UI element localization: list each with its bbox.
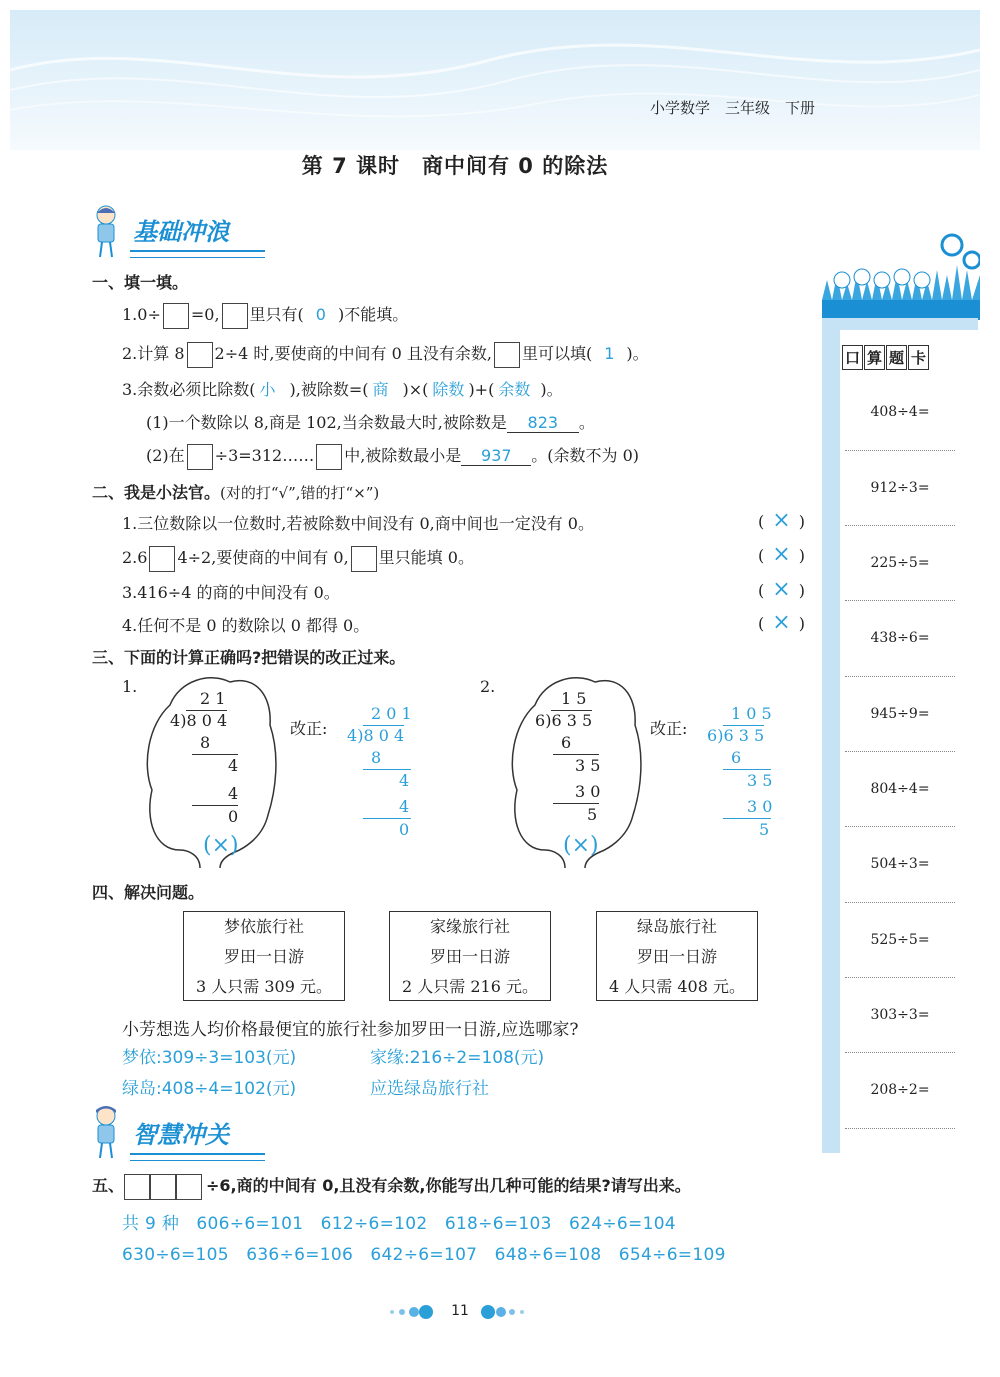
q2-item-4: 4.任何不是 0 的数除以 0 都得 0。 — [122, 616, 370, 635]
oral-calc-card-title: 口 算 题 卡 — [842, 345, 930, 370]
blank-box — [124, 1174, 150, 1200]
q3-p2-correct-label: 改正: — [650, 719, 688, 738]
q3-p1-correct-label: 改正: — [290, 719, 328, 738]
blank-box — [150, 1174, 176, 1200]
q2-item-2: 2.6 4÷2,要使商的中间有 0, 里只能填 0。 — [122, 545, 474, 572]
oral-calc-item: 225÷5= — [870, 555, 930, 571]
blank-box — [163, 303, 189, 329]
blank-box — [187, 444, 213, 470]
section-heading-basic: 基础冲浪 — [133, 218, 229, 246]
section-underline — [130, 1153, 265, 1161]
q2-answer-1: ( × ) — [758, 508, 805, 533]
q3-p2-number: 2. — [480, 677, 496, 696]
answer-line — [845, 1052, 955, 1053]
q5-answer-line-1: 共 9 种 606÷6=101 612÷6=102 618÷6=103 624÷6=104 — [122, 1214, 676, 1234]
q3-p2-corrected-calc: 1 0 5 6)6 3 5 6 3 5 3 0 5 — [707, 704, 773, 839]
section-heading-wisdom: 智慧冲关 — [133, 1121, 229, 1149]
oral-calc-item: 804÷4= — [870, 781, 930, 797]
q3-p1-wrong-calc: 2 1 4)8 0 4 8 4 4 0 — [170, 689, 239, 826]
answer-line — [845, 600, 955, 601]
q4-heading: 四、解决问题。 — [92, 883, 205, 902]
answer-line — [845, 977, 955, 978]
q1-sub-2: (2)在 ÷3=312…… 中,被除数最小是 937 。(余数不为 0) — [146, 443, 639, 470]
q5-answer-line-2: 630÷6=105 636÷6=106 642÷6=107 648÷6=108 654÷6=109 — [122, 1245, 726, 1265]
section-underline — [130, 250, 265, 258]
q4-question: 小芳想选人均价格最便宜的旅行社参加罗田一日游,应选哪家? — [122, 1020, 579, 1040]
q4-answer-jiayuan: 家缘:216÷2=108(元) — [370, 1048, 545, 1068]
q5-heading: 五、 ÷6,商的中间有 0,且没有余数,你能写出几种可能的结果?请写出来。 — [92, 1173, 691, 1200]
blank-box — [149, 546, 175, 572]
answer-line — [845, 751, 955, 752]
oral-calc-card-inner — [840, 330, 978, 1153]
header-wave-decoration — [10, 10, 980, 150]
q1-heading: 一、填一填。 — [92, 273, 189, 292]
q3-p2-verdict: (×) — [563, 833, 599, 858]
page-number: 11 — [451, 1303, 469, 1319]
q1-item-2: 2.计算 8 2÷4 时,要使商的中间有 0 且没有余数, 里可以填( 1 )。 — [122, 341, 649, 368]
q1-item-1: 1.0÷ =0, 里只有( 0 )不能填。 — [122, 302, 408, 329]
blank-box — [176, 1174, 202, 1200]
q2-item-3: 3.416÷4 的商的中间没有 0。 — [122, 583, 340, 602]
answer-line — [845, 525, 955, 526]
header-text: 小学数学 三年级 下册 — [649, 99, 815, 117]
q2-item-1: 1.三位数除以一位数时,若被除数中间没有 0,商中间也一定没有 0。 — [122, 514, 594, 533]
blank-box — [187, 342, 213, 368]
q3-p1-verdict: (×) — [203, 833, 239, 858]
page-title: 第 7 课时 商中间有 0 的除法 — [301, 154, 609, 178]
blank-box — [351, 546, 377, 572]
oral-calc-item: 504÷3= — [870, 856, 930, 872]
agency-card-lvdao: 绿岛旅行社 罗田一日游 4 人只需 408 元。 — [596, 911, 758, 1001]
q1-item-3: 3.余数必须比除数( 小 ),被除数=( 商 )×( 除数 )+( 余数 )。 — [122, 380, 563, 399]
oral-calc-item: 525÷5= — [870, 932, 930, 948]
girl-mascot-icon — [88, 203, 124, 259]
q3-p2-wrong-calc: 1 5 6)6 3 5 6 3 5 3 0 5 — [535, 689, 601, 824]
q4-answer-conclusion: 应选绿岛旅行社 — [370, 1079, 489, 1099]
blank-box — [316, 444, 342, 470]
blank-box — [222, 303, 248, 329]
q3-p1-number: 1. — [122, 677, 138, 696]
q2-heading: 二、我是小法官。(对的打“√”,错的打“×”) — [92, 483, 380, 502]
answer-line — [845, 450, 955, 451]
q2-answer-4: ( × ) — [758, 610, 805, 635]
answer-line — [845, 902, 955, 903]
agency-card-jiayuan: 家缘旅行社 罗田一日游 2 人只需 216 元。 — [389, 911, 551, 1001]
answer-line — [845, 826, 955, 827]
oral-calc-item: 208÷2= — [870, 1082, 930, 1098]
q4-answer-mengyi: 梦依:309÷3=103(元) — [122, 1048, 297, 1068]
oral-calc-item: 408÷4= — [870, 404, 930, 420]
oral-calc-item: 912÷3= — [870, 480, 930, 496]
oral-calc-item: 438÷6= — [870, 630, 930, 646]
oral-calc-item: 303÷3= — [870, 1007, 930, 1023]
flowers-kids-illustration — [822, 225, 980, 320]
answer-line — [845, 1128, 955, 1129]
agency-card-mengyi: 梦依旅行社 罗田一日游 3 人只需 309 元。 — [183, 911, 345, 1001]
q2-answer-3: ( × ) — [758, 577, 805, 602]
q3-p1-corrected-calc: 2 0 1 4)8 0 4 8 4 4 0 — [347, 704, 412, 839]
q4-answer-lvdao: 绿岛:408÷4=102(元) — [122, 1079, 297, 1099]
q2-answer-2: ( × ) — [758, 542, 805, 567]
oral-calc-item: 945÷9= — [870, 706, 930, 722]
boy-mascot-icon — [88, 1104, 124, 1160]
q3-heading: 三、下面的计算正确吗?把错误的改正过来。 — [92, 648, 406, 667]
q1-sub-1: (1)一个数除以 8,商是 102,当余数最大时,被除数是 823 。 — [146, 413, 595, 432]
blank-box — [494, 342, 520, 368]
answer-line — [845, 676, 955, 677]
